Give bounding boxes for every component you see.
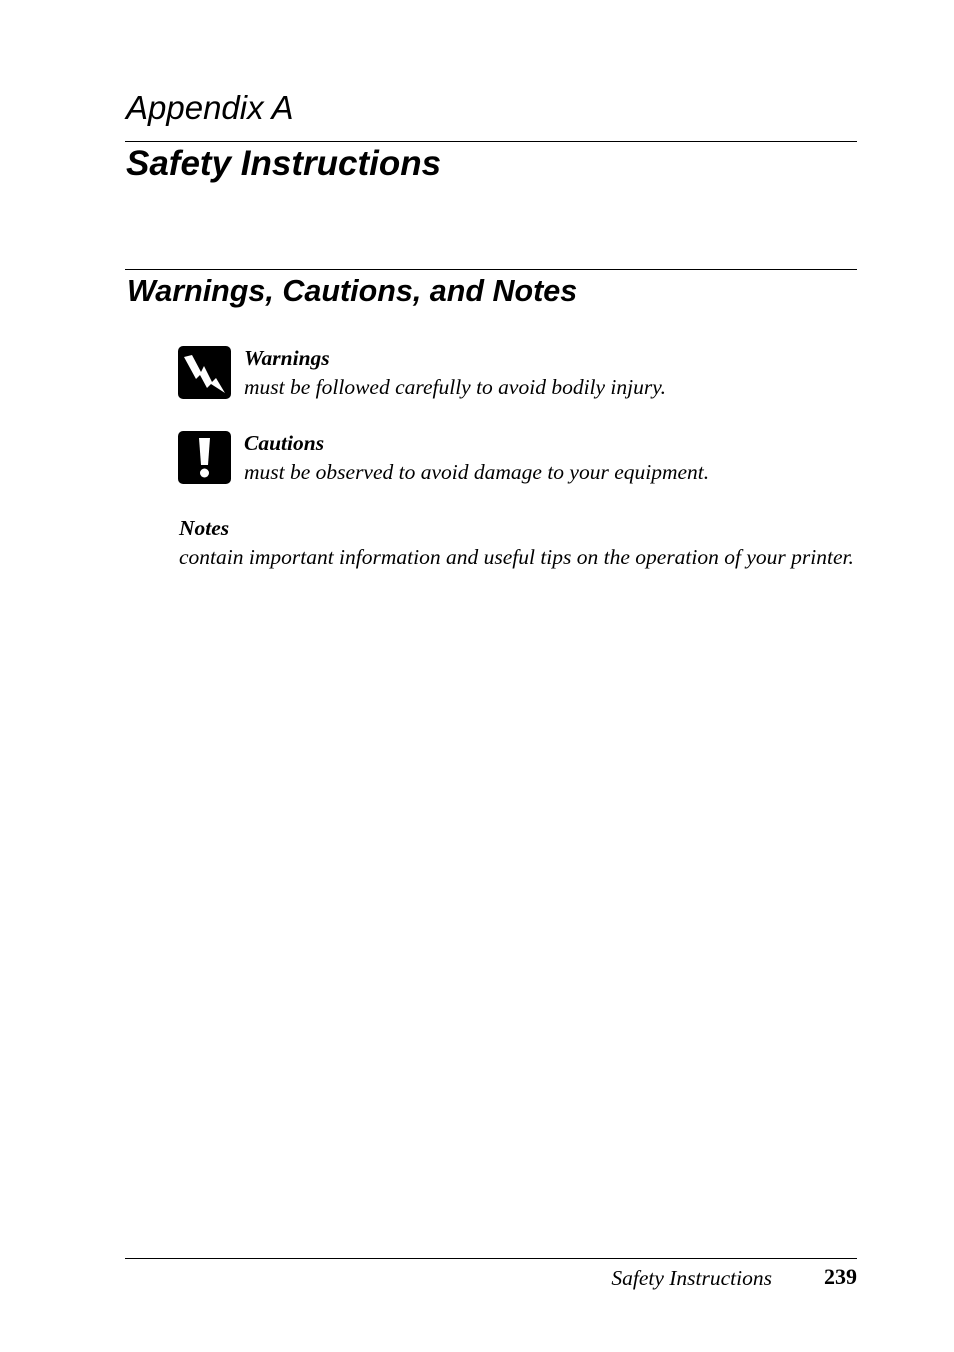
footer-section-label: Safety Instructions bbox=[611, 1266, 772, 1290]
warnings-term: Warnings bbox=[244, 346, 330, 370]
notes-description: contain important information and useful tips on the operation of your printer. bbox=[179, 545, 854, 569]
page-number: 239 bbox=[824, 1264, 857, 1289]
notes-term: Notes bbox=[179, 516, 230, 540]
lightning-bolt-icon bbox=[178, 346, 231, 399]
section-divider bbox=[125, 269, 857, 270]
exclamation-icon bbox=[178, 431, 231, 484]
chapter-title: Safety Instructions bbox=[126, 144, 442, 183]
section-title: Warnings, Cautions, and Notes bbox=[127, 274, 578, 308]
footer-divider bbox=[125, 1258, 857, 1259]
cautions-term: Cautions bbox=[244, 431, 325, 455]
cautions-description: must be observed to avoid damage to your equipment. bbox=[244, 460, 710, 484]
appendix-label: Appendix A bbox=[126, 89, 294, 126]
warnings-description: must be followed carefully to avoid bodily injury. bbox=[244, 375, 666, 399]
